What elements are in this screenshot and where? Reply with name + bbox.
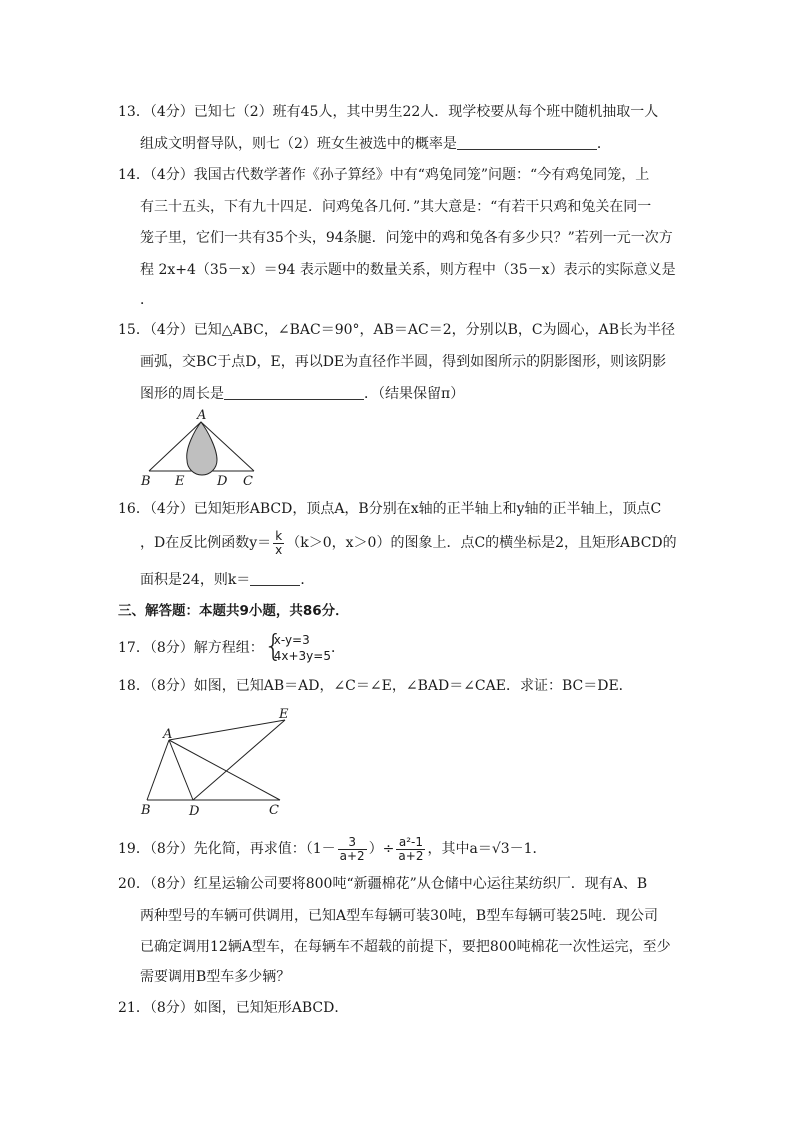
label-c: C (269, 803, 279, 818)
q13-line1: 13．（4分）已知七（2）班有45人，其中男生22人．现学校要从每个班中随机抽取一人 (118, 104, 659, 120)
label-b: B (141, 803, 151, 818)
q20-line3: 已确定调用12辆A型车，在每辆车不超载的前提下，要把800吨棉花一次性运完，至少 (140, 939, 671, 955)
q16-text-b: （k＞0，x＞0）的图象上．点C的横坐标是2，且矩形ABCD的 (286, 535, 677, 551)
label-d: D (217, 474, 228, 488)
equation-1: x-y=3 (273, 633, 310, 647)
q15-line3 (140, 384, 464, 404)
q15-line1: 15．（4分）已知△ABC，∠BAC＝90°，AB＝AC＝2，分别以B，C为圆心，AB长为半径 (118, 322, 676, 338)
segment-ad (169, 740, 193, 800)
q20-line4: 需要调用B型车多少辆？ (140, 969, 291, 985)
label-c: C (243, 474, 253, 488)
q15-text: 图形的周长是 (140, 386, 224, 402)
q16-line3 (140, 570, 314, 590)
q21-line1: 21．（8分）如图，已知矩形ABCD． (118, 1000, 349, 1016)
q13-text: 组成文明督导队，则七（2）班女生被选中的概率是 (140, 136, 457, 152)
equation-2: 4x+3y=5 (273, 649, 331, 663)
q19-line (118, 834, 547, 864)
answer-blank (457, 135, 597, 150)
q16-line1: 16．（4分）已知矩形ABCD，顶点A，B分别在x轴的正半轴上和y轴的正半轴上，顶点C (118, 501, 662, 517)
q13-end: ． (596, 136, 611, 152)
segment-ab (147, 740, 169, 800)
q14-line4: 程 2x+4（35－x）＝94 表示题中的数量关系，则方程中（35－x）表示的实际意义是 (140, 262, 676, 278)
q15-figure (135, 408, 265, 488)
q14-line3: 笼子里，它们一共有35个头，94条腿．问笼中的鸡和兔各有多少只？”若列一元一次方 (140, 230, 673, 246)
q17-line (118, 631, 345, 665)
q17-end: ． (330, 640, 345, 656)
q15-note: ．（结果保留π） (364, 386, 465, 402)
label-a: A (163, 727, 173, 742)
fraction-3-over-a2: $\frac{3}{a+2}$ (339, 834, 365, 863)
q20-line1: 20．（8分）红星运输公司要将800吨“新疆棉花”从仓储中心运往某纺织厂．现有A、B (118, 876, 648, 892)
label-e: E (279, 707, 289, 722)
answer-blank (224, 385, 364, 400)
q16-end: ． (300, 572, 315, 588)
q14-line1: 14．（4分）我国古代数学著作《孙子算经》中有“鸡兔同笼”问题：“今有鸡兔同笼，上 (118, 167, 650, 183)
equation-system (263, 629, 331, 664)
q19-text-c: ，其中a＝√3－1． (427, 841, 547, 857)
fraction-a2minus1-over-a2: $\frac{\text{a²-1}}{a+2}$ (398, 834, 424, 863)
section-heading: 三、解答题：本题共9小题，共86分． (118, 603, 349, 619)
q16-text-a: ，D在反比例函数y＝ (140, 535, 272, 551)
answer-blank (250, 571, 300, 586)
label-e: E (175, 474, 185, 488)
q16-line2 (140, 529, 677, 557)
q15-line2: 画弧，交BC于点D，E，再以DE为直径作半圆，得到如图所示的阴影图形，则该阴影 (140, 354, 667, 370)
q18-line1: 18．（8分）如图，已知AB＝AD，∠C＝∠E，∠BAD＝∠CAE．求证：BC＝DE． (118, 678, 633, 694)
segment-ae (169, 720, 285, 740)
q19-text-b: ）÷ (368, 841, 395, 857)
shaded-region (187, 422, 217, 475)
q18-figure (135, 703, 295, 818)
q13-line2 (140, 134, 611, 154)
q14-line5: ． (140, 292, 154, 308)
q20-line2: 两种型号的车辆可供调用，已知A型车每辆可装30吨，B型车每辆可装25吨．现公司 (140, 908, 659, 924)
q17-text: 17．（8分）解方程组： (118, 640, 264, 656)
brace-icon: { (263, 629, 283, 664)
q14-line2: 有三十五头，下有九十四足．问鸡兔各几何．”其大意是：“有若干只鸡和兔关在同一 (140, 199, 652, 215)
label-a: A (197, 408, 207, 423)
q16-text: 面积是24，则k＝ (140, 572, 251, 588)
label-b: B (141, 474, 151, 488)
segment-ac (169, 740, 280, 800)
q19-text-a: 19．（8分）先化简，再求值：（1－ (118, 841, 336, 857)
fraction-k-over-x: $\frac{k}{x}$ (275, 528, 283, 557)
label-d: D (189, 804, 200, 818)
